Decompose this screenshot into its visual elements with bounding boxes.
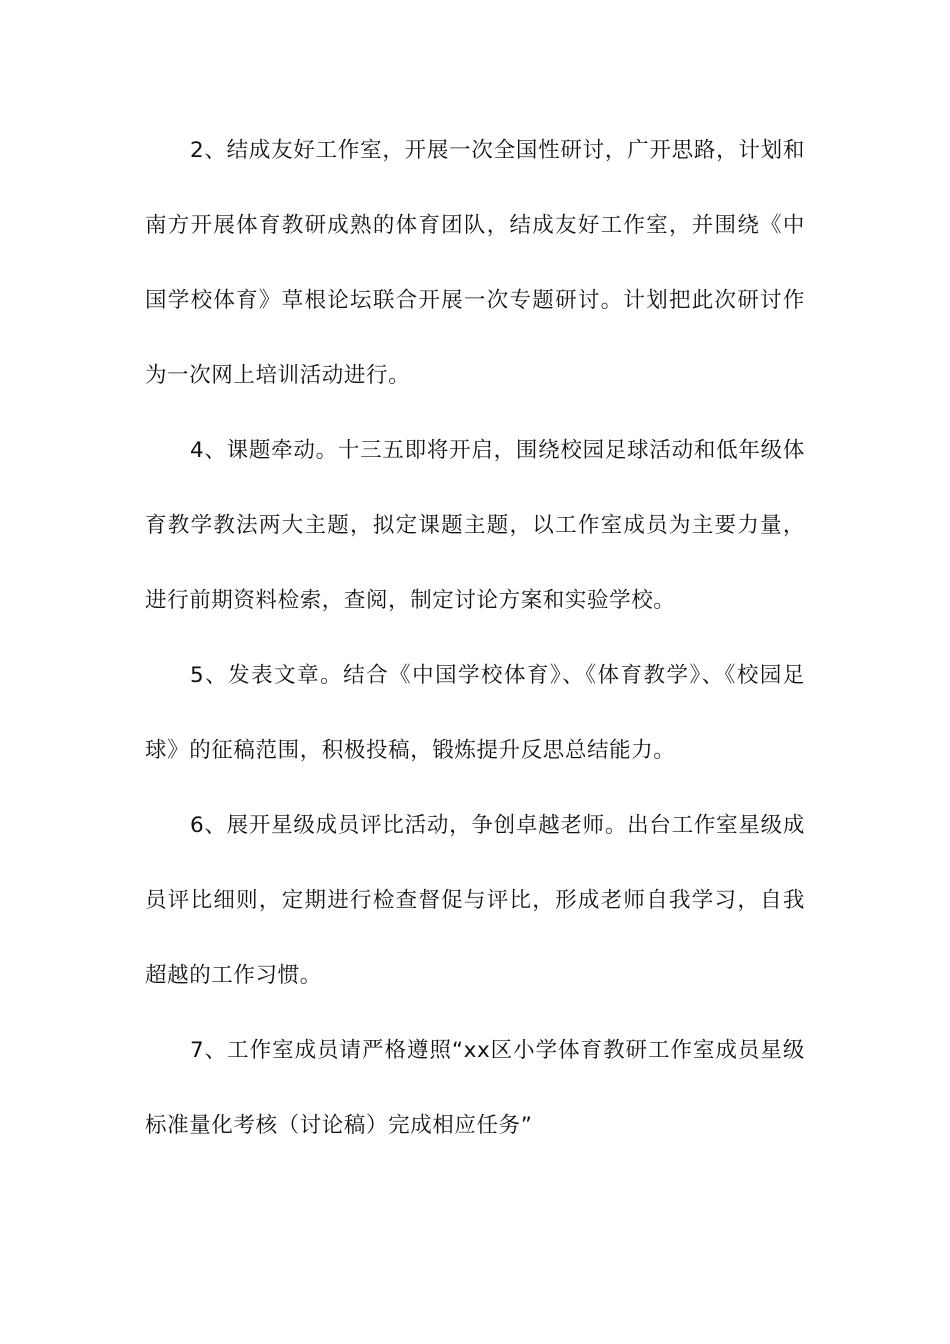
paragraph-research-topic: 4、课题牵动。十三五即将开启，围绕校园足球活动和低年级体育教学教法两大主题，拟定课题主题，以工作室成员为主要力量，进行前期资料检索，查阅，制定讨论方案和实验学校。 [145, 438, 805, 613]
paragraph-star-member-evaluation: 6、展开星级成员评比活动，争创卓越老师。出台工作室星级成员评比细则，定期进行检查督促与评比，形成老师自我学习，自我超越的工作习惯。 [145, 813, 805, 988]
document-body [145, 113, 805, 1163]
paragraph-friendly-studio: 2、结成友好工作室，开展一次全国性研讨，广开思路，计划和南方开展体育教研成熟的体育团队，结成友好工作室，并围绕《中国学校体育》草根论坛联合开展一次专题研讨。计划把此次研讨作为一次网上培训活动进行。 [145, 138, 805, 388]
paragraph-publish-articles: 5、发表文章。结合《中国学校体育》、《体育教学》、《校园足球》的征稿范围，积极投稿，锻炼提升反思总结能力。 [145, 663, 805, 763]
paragraph-member-requirements: 7、工作室成员请严格遵照“xx区小学体育教研工作室成员星级标准量化考核（讨论稿）完成相应任务” [145, 1038, 805, 1138]
